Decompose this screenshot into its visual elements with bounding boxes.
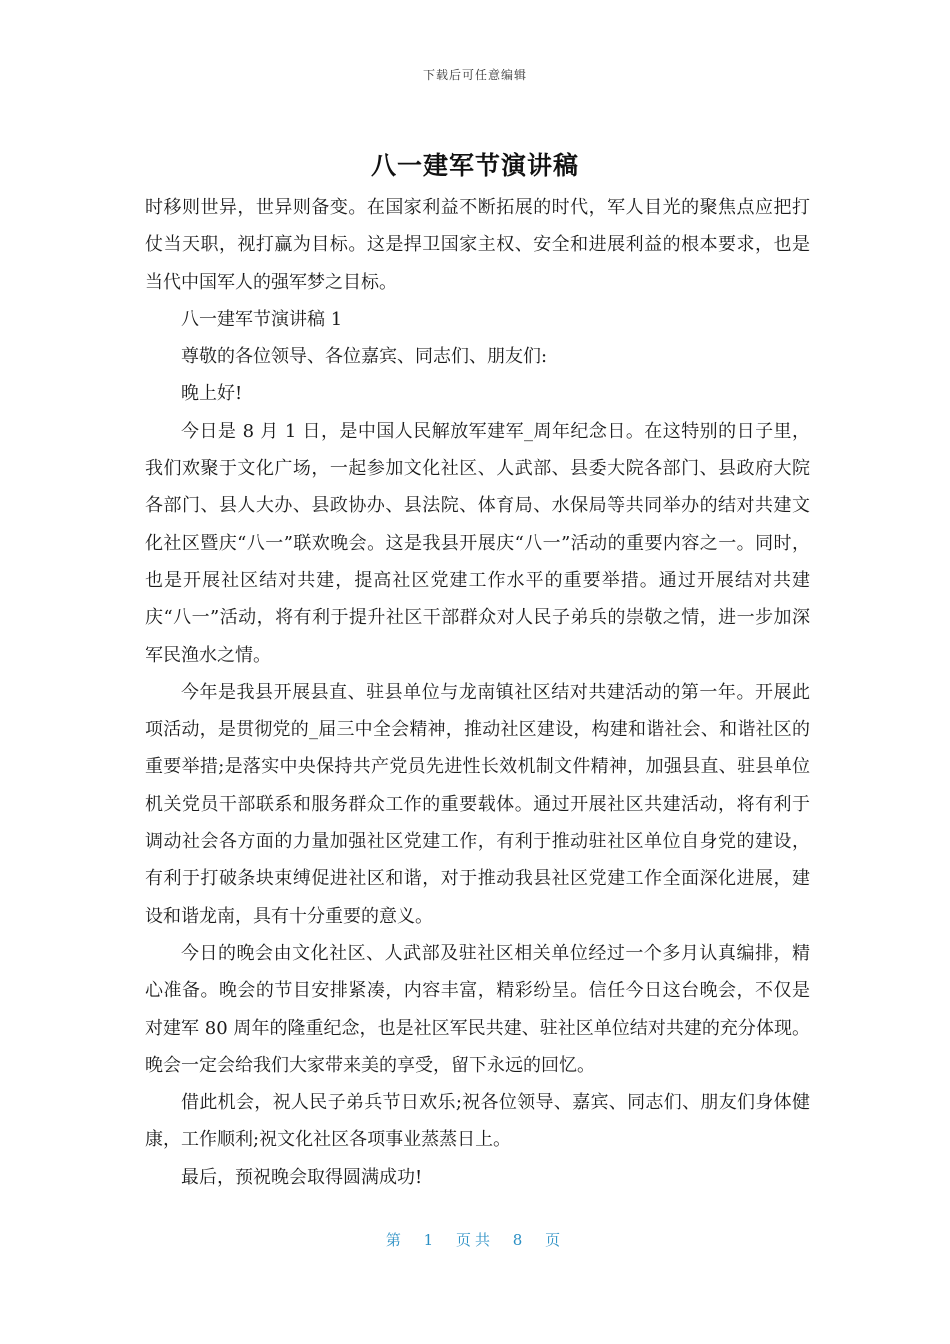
paragraph-6: 今年是我县开展县直、驻县单位与龙南镇社区结对共建活动的第一年。开展此项活动，是贯彻党的_届三中全会精神，推动社区建设，构建和谐社会、和谐社区的重要举措;是落实中央保持共产党员先进性长效机制文件精神，加强县直、驻县单位机关党员干部联系和服务群众工作的重要载体。通过开展社区共建活动，将有利于调动社会各方面的力量加强社区党建工作，有利于推动驻社区单位自身党的建设，有利于打破条块束缚促进社区和谐，对于推动我县社区党建工作全面深化进展，建设和谐龙南，具有十分重要的意义。 — [145, 681, 810, 927]
paragraph-1: 时移则世异，世异则备变。在国家利益不断拓展的时代，军人目光的聚焦点应把打仗当天职，视打赢为目标。这是捍卫国家主权、安全和进展利益的根本要求，也是当代中国军人的强军梦之目标。 — [145, 197, 810, 293]
paragraph-5: 今日是 8 月 1 日，是中国人民解放军建军_周年纪念日。在这特别的日子里，我们欢聚于文化广场，一起参加文化社区、人武部、县委大院各部门、县政府大院各部门、县人大办、县政协办、县法院、体育局、水保局等共同举办的结对共建文化社区暨庆“八一”联欢晚会。这是我县开展庆“八一”活动的重要内容之一。同时，也是开展社区结对共建，提高社区党建工作水平的重要举措。通过开展结对共建庆“八一”活动，将有利于提升社区干部群众对人民子弟兵的崇敬之情，进一步加深军民渔水之情。 — [145, 420, 810, 666]
page-footer-suffix: 页 — [545, 1231, 565, 1249]
paragraph-4: 晚上好! — [181, 383, 243, 405]
total-pages-number: 8 — [512, 1231, 527, 1249]
page-footer-prefix: 第 — [385, 1231, 405, 1249]
paragraph-8: 借此机会，祝人民子弟兵节日欢乐;祝各位领导、嘉宾、同志们、朋友们身体健康，工作顺利;祝文化社区各项事业蒸蒸日上。 — [145, 1092, 810, 1151]
document-body — [145, 189, 810, 1196]
header-note: 下载后可任意编辑 — [422, 68, 527, 82]
document-title: 八一建军节演讲稿 — [370, 151, 579, 180]
current-page-number: 1 — [423, 1231, 438, 1249]
paragraph-9: 最后，预祝晚会取得圆满成功! — [181, 1166, 423, 1188]
paragraph-3: 尊敬的各位领导、各位嘉宾、同志们、朋友们: — [181, 346, 548, 368]
page-number-footer — [0, 1229, 950, 1250]
paragraph-7: 今日的晚会由文化社区、人武部及驻社区相关单位经过一个多月认真编排，精心准备。晚会的节目安排紧凑，内容丰富，精彩纷呈。信任今日这台晚会，不仅是对建军 80 周年的隆重纪念，也是社区军民共建、驻社区单位结对共建的充分体现。晚会一定会给我们大家带来美的享受，留下永远的回忆。 — [145, 942, 810, 1076]
page-footer-middle: 页共 — [455, 1231, 494, 1249]
paragraph-2: 八一建军节演讲稿 1 — [181, 308, 343, 330]
